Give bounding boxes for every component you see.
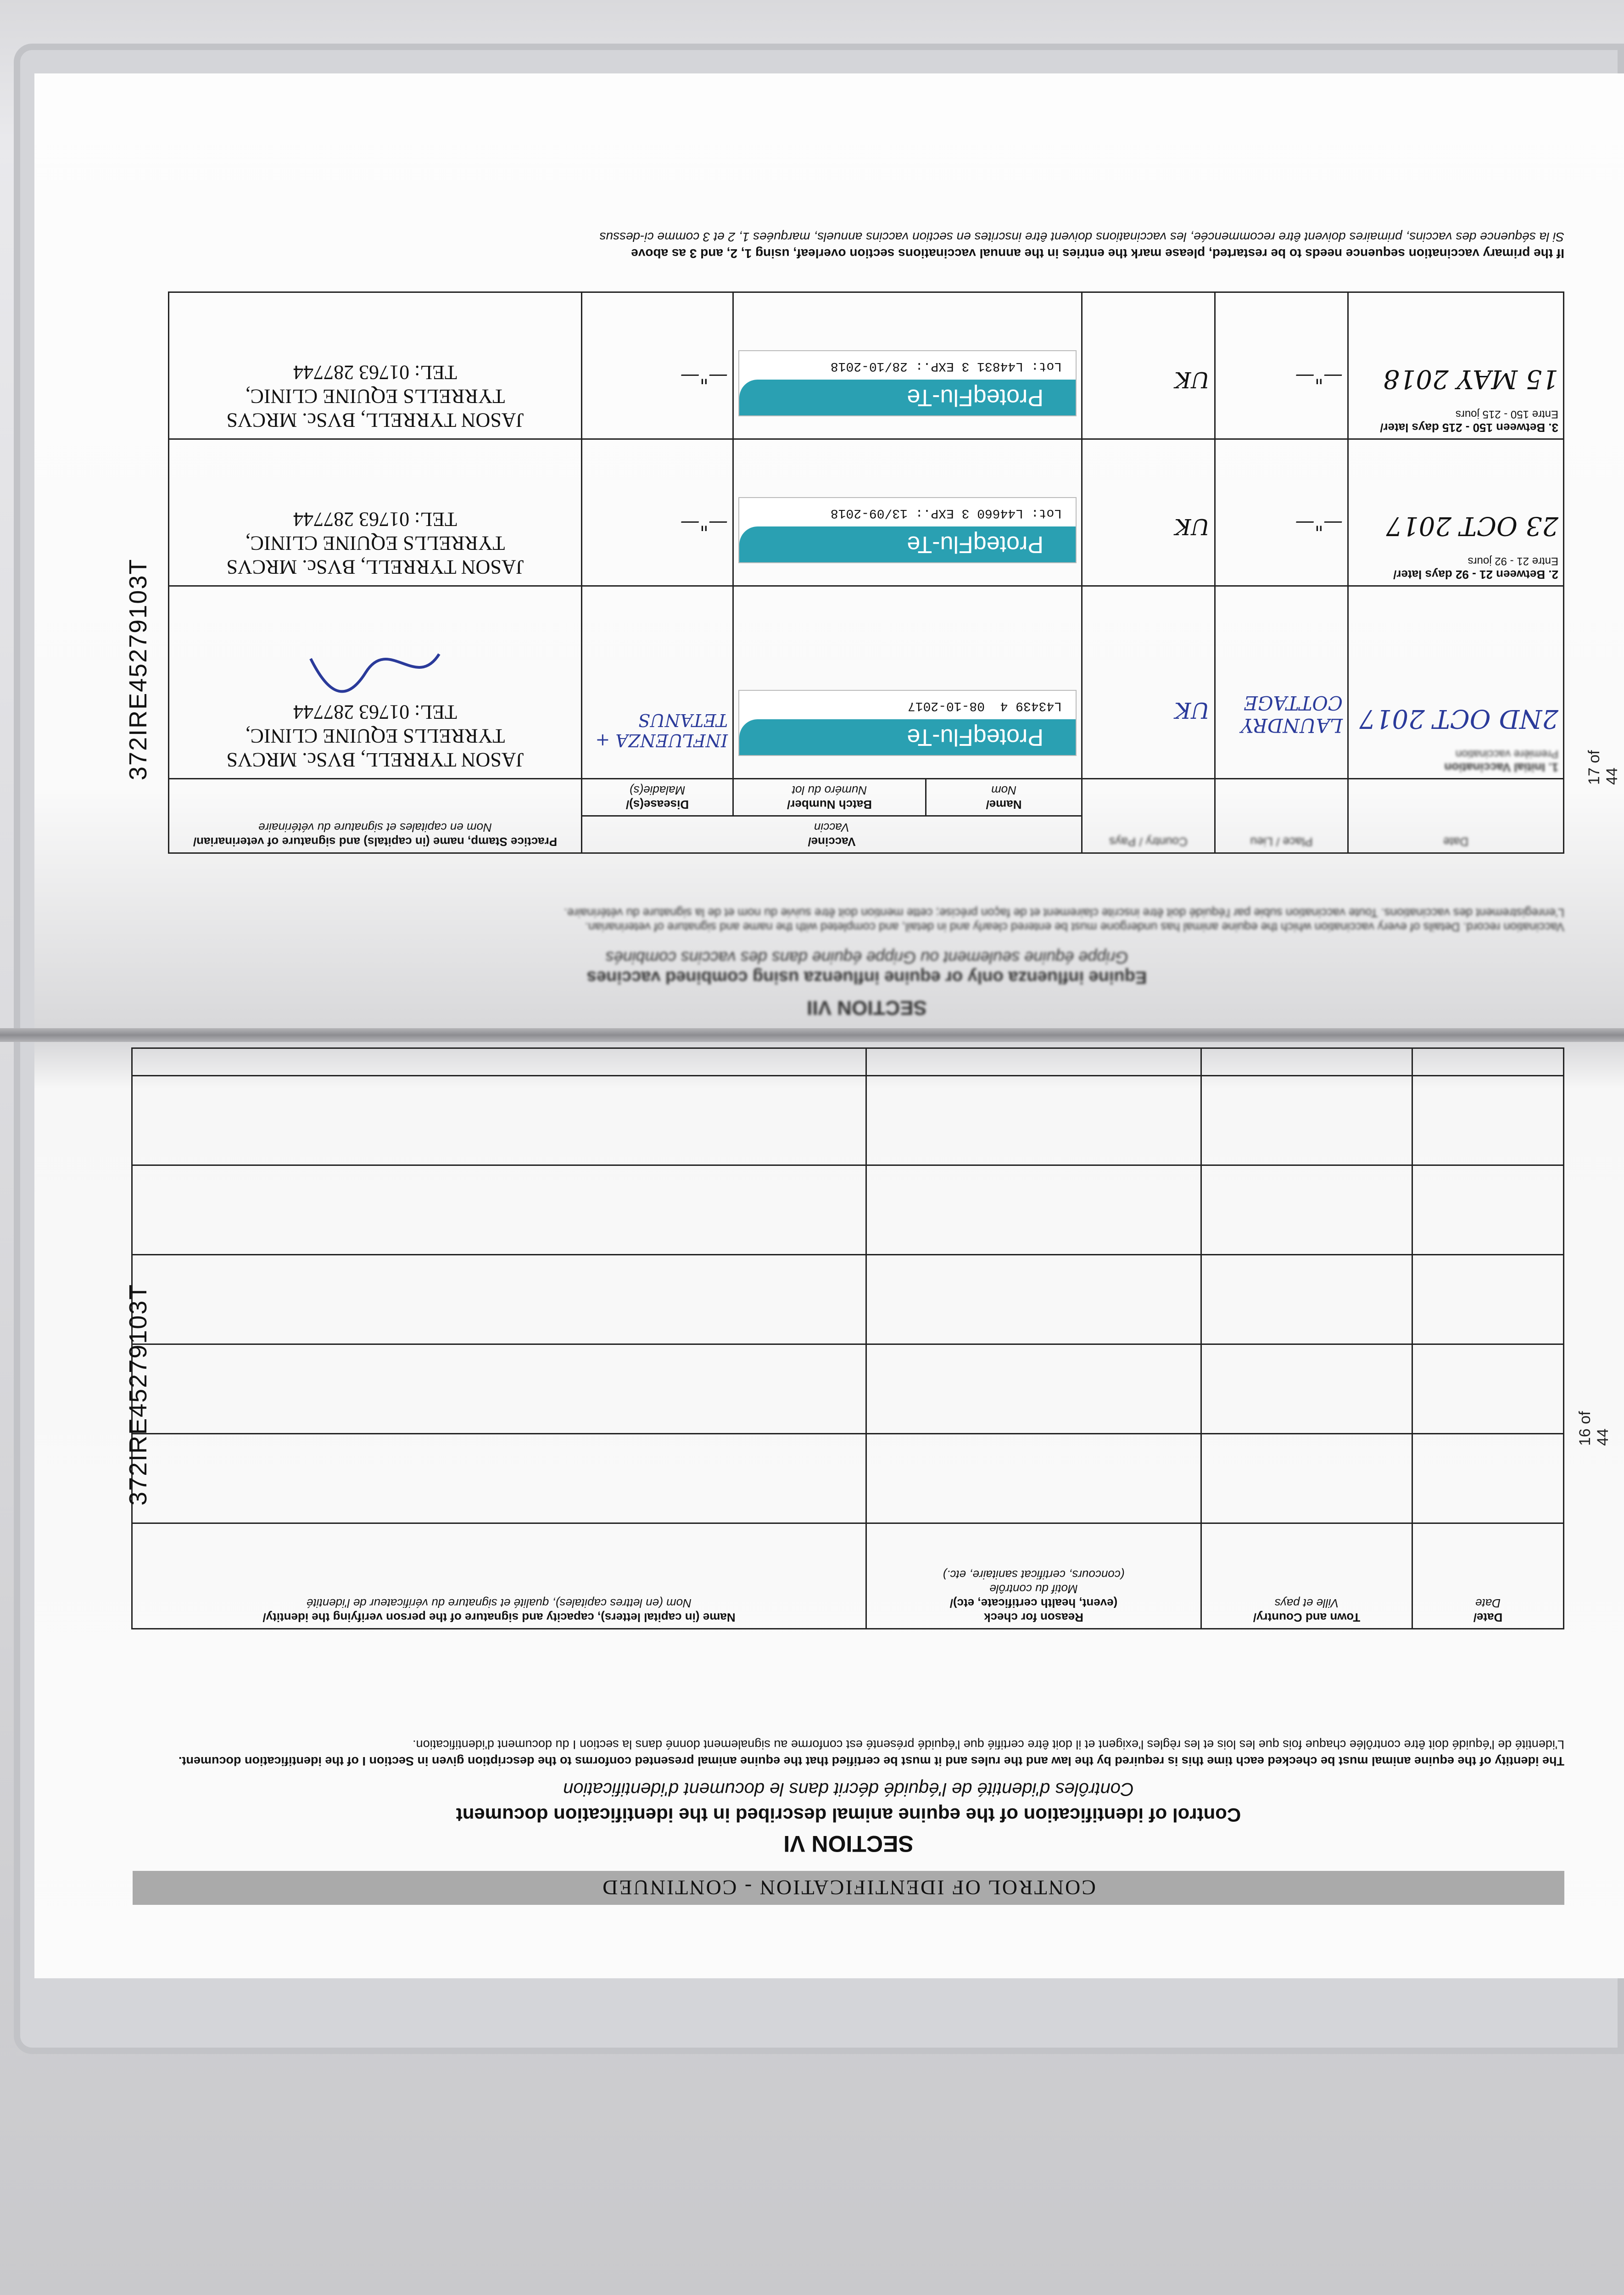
vaccine-disease: —"—	[582, 439, 733, 586]
table-row	[132, 1048, 1564, 1076]
vaccine-lot: Lot: L44660 3 EXP.: 13/09-2018	[830, 506, 1062, 520]
passport-id-bottom: 372IRE45279103T	[124, 1283, 152, 1506]
row-date-cell: 2. Between 21 - 92 days later/ Entre 21 - 92 jours 23 OCT 2017	[1348, 439, 1564, 586]
vaccine-sticker-cell	[733, 292, 1082, 439]
footnote-fr: Si la séquence des vaccins, primaires doivent être recommencée, les vaccinations doivent être inscrites en section vaccins annuels, marquées 1, 2 et 3 comme ci-dessus	[599, 230, 1564, 244]
section-vii-instructions: Vaccination record. Details of every vaccination which the equine animal has undergone must be entered clearly and in detail, and completed with the name and signature of veterinarian.	[585, 920, 1564, 934]
page-number-17: 17 of 44	[1585, 750, 1621, 785]
vaccine-lot: L43439 4 08-10-2017	[907, 699, 1062, 713]
vaccination-country: UK	[1082, 586, 1215, 779]
vaccination-country: UK	[1082, 439, 1215, 586]
vaccine-brand: ProteqFlu-Te	[739, 719, 1076, 755]
vaccination-country: UK	[1082, 292, 1215, 439]
book-spine	[0, 1028, 1624, 1042]
passport-id-top: 372IRE45279103T	[124, 558, 152, 780]
col-town: Town and Country/ Ville et pays	[1201, 1523, 1412, 1629]
table-row	[132, 1434, 1564, 1523]
identification-check-table	[131, 1047, 1564, 1629]
footnote	[188, 229, 1564, 262]
vaccine-disease: INFLUENZA + TETANUS	[582, 586, 733, 779]
vaccination-place: —"—	[1215, 439, 1348, 586]
vaccine-brand: ProteqFlu-Te	[739, 380, 1076, 415]
table-row	[132, 1344, 1564, 1434]
table-row	[132, 1255, 1564, 1344]
section-vi-intro: The identity of the equine animal must be checked each time this is required by the law and the rules and it must be certified that the equine animal presented conforms to the description given in Section I of the identification document.	[178, 1754, 1564, 1768]
col-reason: Reason for check (event, health certificate, etc)/ Motif du contrôle (concours, certificat sanitaire, etc.)	[866, 1523, 1201, 1629]
vaccination-date: 15 MAY 2018	[1383, 364, 1558, 394]
col-date: Date	[1348, 779, 1564, 853]
col-verifier: Name (in capital letters), capacity and signature of the person verifying the identity/ Nom (en lettres capitales), qualité et signature du vérificateur de l'identité	[132, 1523, 866, 1629]
vaccination-place: —"—	[1215, 292, 1348, 439]
vaccination-date: 2ND OCT 2017	[1359, 704, 1558, 733]
section-vii-title: SECTION VII	[807, 996, 927, 1019]
section-vii-instructions-fr: L'enregistrement des vaccinations. Toute vaccination subie par l'équidé doit être inscrite clairement et de façon précise; cette mention doit être suivie du nom et de la signature du vétérinaire.	[564, 906, 1564, 920]
page-17-rotated-content	[34, 73, 1624, 1028]
vet-stamp-cell	[169, 439, 582, 586]
vet-signature	[307, 631, 444, 695]
col-name: Name/ Nom	[926, 779, 1082, 816]
section-vi-heading-fr: Contrôles d'identité de l'équidé décrit dans le document d'identification	[563, 1779, 1134, 1799]
table-row	[169, 586, 1564, 779]
vet-stamp: JASON TYRRELL, BVSc. MRCVS TYRRELLS EQUINE CLINIC, TEL: 01763 287744	[226, 701, 524, 771]
vaccine-disease: —"—	[582, 292, 733, 439]
vet-stamp-cell	[169, 292, 582, 439]
vet-stamp: JASON TYRRELL, BVSc. MRCVS TYRRELLS EQUINE CLINIC, TEL: 01763 287744	[226, 508, 524, 578]
section-vi-heading: Control of identification of the equine animal described in the identification document	[456, 1804, 1241, 1826]
row-date-cell: 1. Initial Vaccination Première vaccination 2ND OCT 2017	[1348, 586, 1564, 779]
footnote-en: If the primary vaccination sequence needs to be restarted, please mark the entries in the annual vaccinations section overleaf, using 1, 2, and 3 as above	[631, 246, 1564, 261]
col-batch: Batch Number/ Numéro du lot	[733, 779, 926, 816]
vaccination-table	[168, 291, 1564, 854]
section-vi-intro-fr: L'identité de l'équidé doit être contrôlée chaque fois que les lois et les règles l'exigent et il doit être certifié que l'équidé présenté est conforme au signalement donné dans la section I du document d'identification.	[413, 1738, 1564, 1752]
vaccine-sticker	[738, 497, 1077, 563]
section-vii-heading: Equine influenza only or equine influenza using combined vaccines	[586, 968, 1147, 987]
vaccine-lot: Lot: L44831 3 EXP.: 28/10-2018	[830, 359, 1062, 373]
row-date-cell: 3. Between 150 - 215 days later/ Entre 150 - 215 jours 15 MAY 2018	[1348, 292, 1564, 439]
section-vii-heading-fr: Grippe équine seulement ou Grippe équine dans des vaccins combinés	[605, 948, 1128, 967]
table-row	[132, 1076, 1564, 1165]
table-row	[169, 292, 1564, 439]
vet-stamp-cell	[169, 586, 582, 779]
vaccine-sticker-cell	[733, 439, 1082, 586]
col-country: Country / Pays	[1082, 779, 1215, 853]
section-banner: CONTROL OF IDENTIFICATION - CONTINUED	[133, 1871, 1564, 1905]
page-16	[34, 1042, 1624, 1978]
col-vaccine: Vaccine/ Vaccin	[582, 816, 1082, 853]
col-disease: Disease(s)/ Maladie(s)	[582, 779, 733, 816]
vaccine-sticker-cell	[733, 586, 1082, 779]
page-17	[34, 73, 1624, 1028]
vaccine-brand: ProteqFlu-Te	[739, 526, 1076, 562]
section-vi-header	[133, 1736, 1564, 1905]
col-stamp: Practice Stamp, name (in capitals) and signature of veterinarian/ Nom en capitales et signature du vétérinaire	[169, 779, 582, 853]
vaccine-sticker	[738, 690, 1077, 756]
page-16-rotated-content	[34, 1042, 1624, 1978]
vaccine-sticker	[738, 350, 1077, 416]
vet-stamp: JASON TYRRELL, BVSc. MRCVS TYRRELLS EQUINE CLINIC, TEL: 01763 287744	[226, 361, 524, 431]
vaccination-place: LAUNDRY COTTAGE	[1215, 586, 1348, 779]
section-vii-header	[169, 906, 1564, 1019]
table-row	[132, 1165, 1564, 1255]
vaccination-date: 23 OCT 2017	[1386, 511, 1558, 541]
section-vi-title: SECTION VI	[783, 1831, 914, 1857]
table-row	[169, 439, 1564, 586]
col-place: Place / Lieu	[1215, 779, 1348, 853]
page-number-16: 16 of 44	[1576, 1411, 1612, 1446]
col-date: Date/ Date	[1412, 1523, 1564, 1629]
